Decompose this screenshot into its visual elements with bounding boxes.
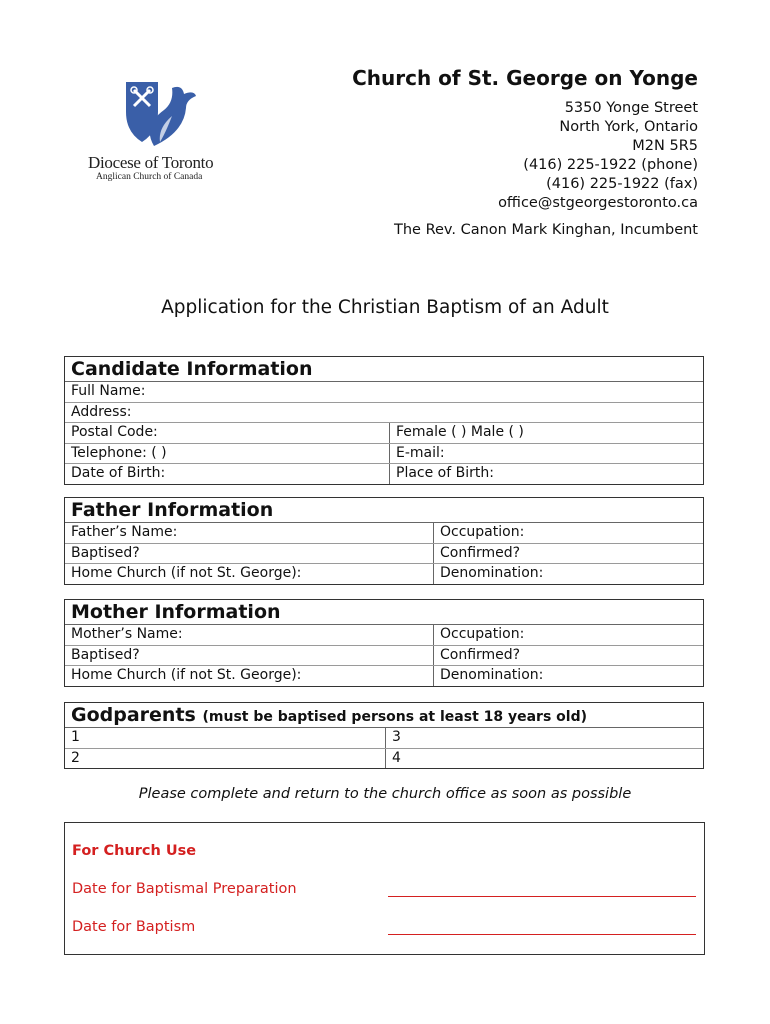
father-name-field[interactable]: Father’s Name:: [71, 524, 178, 540]
address-street: 5350 Yonge Street: [564, 100, 698, 116]
mother-home-church-field[interactable]: Home Church (if not St. George):: [71, 667, 302, 684]
full-name-field[interactable]: Full Name:: [71, 383, 146, 399]
table-row: [65, 564, 703, 584]
return-instruction: Please complete and return to the church office as soon as possible: [138, 786, 632, 802]
table-row: [65, 625, 703, 646]
office-email: office@stgeorgestoronto.ca: [498, 195, 698, 211]
church-name: Church of St. George on Yonge: [352, 66, 698, 90]
dob-field[interactable]: Date of Birth:: [71, 465, 166, 482]
mother-name-field[interactable]: Mother’s Name:: [71, 626, 183, 642]
church-use-title: For Church Use: [72, 843, 197, 859]
godparent-1-field[interactable]: 1: [71, 729, 80, 745]
email-field[interactable]: E-mail:: [389, 444, 703, 464]
dove-shield-icon: [124, 76, 196, 154]
diocese-subtitle: Anglican Church of Canada: [96, 172, 203, 182]
father-baptised-field[interactable]: Baptised?: [71, 544, 140, 561]
baptism-date-line[interactable]: [388, 934, 696, 935]
diocese-logo: [88, 76, 238, 191]
godparents-title: Godparents: [71, 704, 196, 726]
mother-baptised-field[interactable]: Baptised?: [71, 646, 140, 663]
godparent-3-field[interactable]: 3: [385, 728, 703, 748]
candidate-section: [64, 356, 704, 485]
church-use-box: [64, 822, 705, 955]
table-row: [65, 728, 703, 749]
father-heading: Father Information: [65, 498, 703, 523]
table-row: [65, 523, 703, 544]
incumbent: The Rev. Canon Mark Kinghan, Incumbent: [394, 222, 698, 238]
mother-heading: Mother Information: [65, 600, 703, 625]
sex-field[interactable]: Female ( ) Male ( ): [389, 423, 703, 443]
fax-number: (416) 225-1922 (fax): [546, 176, 698, 192]
table-row: [65, 423, 703, 444]
mother-denomination-field[interactable]: Denomination:: [433, 666, 703, 686]
father-section: [64, 497, 704, 585]
table-row: [65, 464, 703, 484]
postal-code-field[interactable]: Postal Code:: [71, 424, 158, 441]
mother-occupation-field[interactable]: Occupation:: [433, 625, 703, 645]
phone-number: (416) 225-1922 (phone): [523, 157, 698, 173]
baptismal-prep-line[interactable]: [388, 896, 696, 897]
father-home-church-field[interactable]: Home Church (if not St. George):: [71, 565, 302, 582]
father-occupation-field[interactable]: Occupation:: [433, 523, 703, 543]
table-row: [65, 544, 703, 565]
baptism-date-label: Date for Baptism: [72, 919, 196, 935]
address-postal: M2N 5R5: [632, 138, 698, 154]
table-row: [65, 382, 703, 403]
diocese-name: Diocese of Toronto: [88, 153, 214, 172]
father-denomination-field[interactable]: Denomination:: [433, 564, 703, 584]
godparents-note: (must be baptised persons at least 18 years old): [202, 709, 588, 725]
table-row: [65, 403, 703, 424]
mother-confirmed-field[interactable]: Confirmed?: [433, 646, 703, 666]
godparents-section: [64, 702, 704, 769]
mother-section: [64, 599, 704, 687]
table-row: [65, 444, 703, 465]
table-row: [65, 749, 703, 769]
candidate-heading: Candidate Information: [65, 357, 703, 382]
church-header: [352, 66, 698, 238]
table-row: [65, 646, 703, 667]
address-field[interactable]: Address:: [71, 403, 132, 420]
form-title: Application for the Christian Baptism of an Adult: [161, 297, 609, 318]
godparent-4-field[interactable]: 4: [385, 749, 703, 769]
address-city: North York, Ontario: [559, 119, 698, 135]
godparent-2-field[interactable]: 2: [71, 749, 80, 766]
father-confirmed-field[interactable]: Confirmed?: [433, 544, 703, 564]
telephone-field[interactable]: Telephone: ( ): [71, 444, 167, 461]
place-of-birth-field[interactable]: Place of Birth:: [389, 464, 703, 484]
baptismal-prep-label: Date for Baptismal Preparation: [72, 881, 297, 897]
table-row: [65, 666, 703, 686]
godparents-heading: [65, 703, 703, 728]
